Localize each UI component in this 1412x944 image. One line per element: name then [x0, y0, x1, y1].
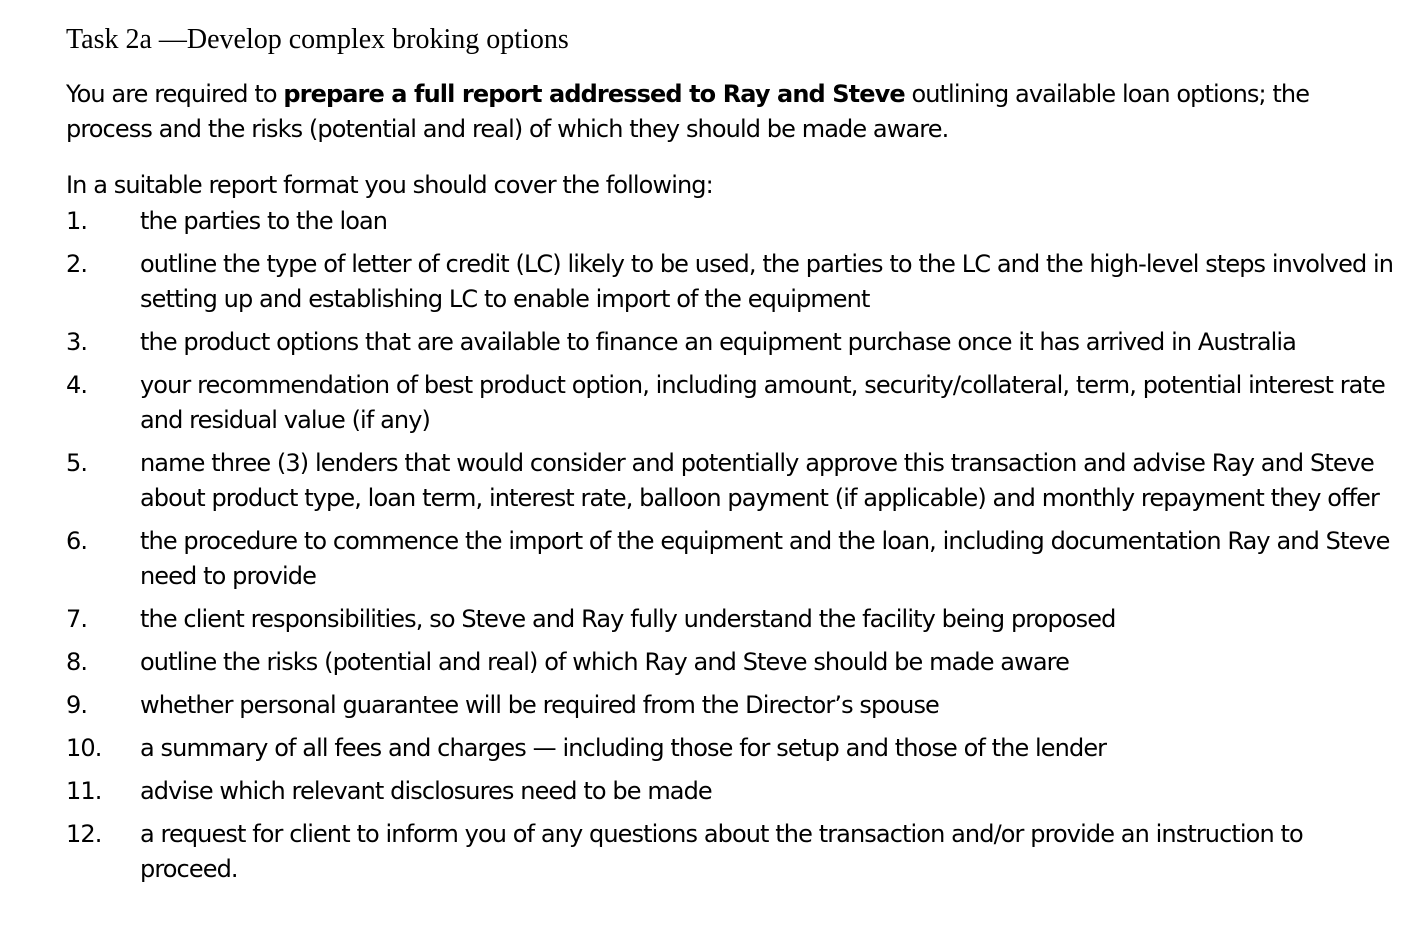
list-item-text: the parties to the loan — [140, 207, 388, 235]
list-item-number: 1. — [66, 207, 88, 235]
list-item-text: a request for client to inform you of any questions about the transaction and/or provide an instruction to proceed. — [140, 820, 1303, 883]
list-item — [66, 524, 1396, 594]
list-item-number: 5. — [66, 449, 88, 477]
list-item — [66, 446, 1396, 516]
list-item-text: whether personal guarantee will be required from the Director’s spouse — [140, 691, 939, 719]
list-item — [66, 731, 1396, 766]
intro-prefix: You are required to — [66, 80, 284, 108]
list-item-number: 8. — [66, 648, 88, 676]
list-item-text: outline the risks (potential and real) of which Ray and Steve should be made aware — [140, 648, 1069, 676]
list-item — [66, 325, 1396, 360]
requirements-list — [66, 204, 1396, 887]
list-item-number: 12. — [66, 820, 102, 848]
list-item-text: name three (3) lenders that would consider and potentially approve this transaction and advise Ray and Steve about product type, loan term, interest rate, balloon payment (if applicable) and monthly repayment they offer — [140, 449, 1380, 512]
intro-bold: prepare a full report addressed to Ray and Steve — [283, 80, 905, 108]
list-item — [66, 247, 1396, 317]
list-item — [66, 204, 1396, 239]
list-item — [66, 817, 1396, 887]
task-heading: Task 2a —Develop complex broking options — [66, 24, 569, 55]
list-item-text: the client responsibilities, so Steve and Ray fully understand the facility being proposed — [140, 605, 1116, 633]
intro-paragraph — [66, 77, 1396, 147]
list-item-number: 6. — [66, 527, 88, 555]
list-item-number: 4. — [66, 371, 88, 399]
list-item-number: 7. — [66, 605, 88, 633]
list-item-text: advise which relevant disclosures need to be made — [140, 777, 712, 805]
list-item-number: 9. — [66, 691, 88, 719]
list-item-text: a summary of all fees and charges — including those for setup and those of the lender — [140, 734, 1107, 762]
document-page — [66, 0, 1396, 895]
intro-suffix: outlining available loan options; the process and the risks (potential and real) of which they should be made aware. — [66, 80, 1310, 143]
list-item-number: 11. — [66, 777, 102, 805]
list-item-number: 3. — [66, 328, 88, 356]
list-item-text: outline the type of letter of credit (LC) likely to be used, the parties to the LC and the high-level steps involved in setting up and establishing LC to enable import of the equipment — [140, 250, 1394, 313]
lead-paragraph: In a suitable report format you should cover the following: — [66, 171, 713, 199]
list-item — [66, 774, 1396, 809]
list-item — [66, 368, 1396, 438]
list-item — [66, 602, 1396, 637]
list-item — [66, 688, 1396, 723]
list-item-text: the product options that are available to finance an equipment purchase once it has arrived in Australia — [140, 328, 1296, 356]
list-item-number: 10. — [66, 734, 102, 762]
list-item-text: the procedure to commence the import of the equipment and the loan, including documentation Ray and Steve need to provide — [140, 527, 1390, 590]
list-item — [66, 645, 1396, 680]
list-item-text: your recommendation of best product option, including amount, security/collateral, term, potential interest rate and residual value (if any) — [140, 371, 1385, 434]
list-item-number: 2. — [66, 250, 88, 278]
